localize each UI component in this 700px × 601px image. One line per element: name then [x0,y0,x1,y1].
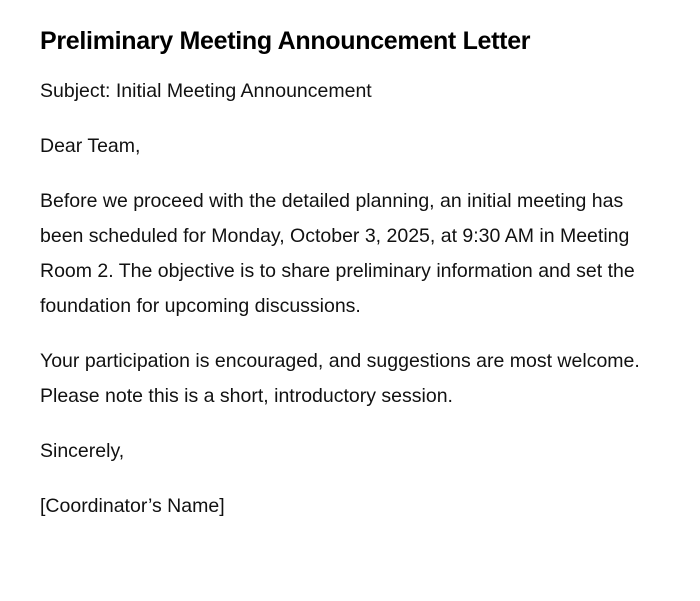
closing: Sincerely, [40,440,125,462]
signature-placeholder: [Coordinator’s Name] [40,495,225,517]
subject-line: Subject: Initial Meeting Announcement [40,80,372,102]
letter-title: Preliminary Meeting Announcement Letter [40,27,531,55]
body-paragraph-1: Before we proceed with the detailed planning, an initial meeting has been scheduled for Monday, October 3, 2025, at 9:30 AM in Meeting Room 2. The objective is to share preliminary information and set the foundation for upcoming discussions. [40,190,635,317]
salutation: Dear Team, [40,135,141,157]
body-paragraph-2: Your participation is encouraged, and suggestions are most welcome. Please note this is a short, introductory session. [40,350,640,407]
